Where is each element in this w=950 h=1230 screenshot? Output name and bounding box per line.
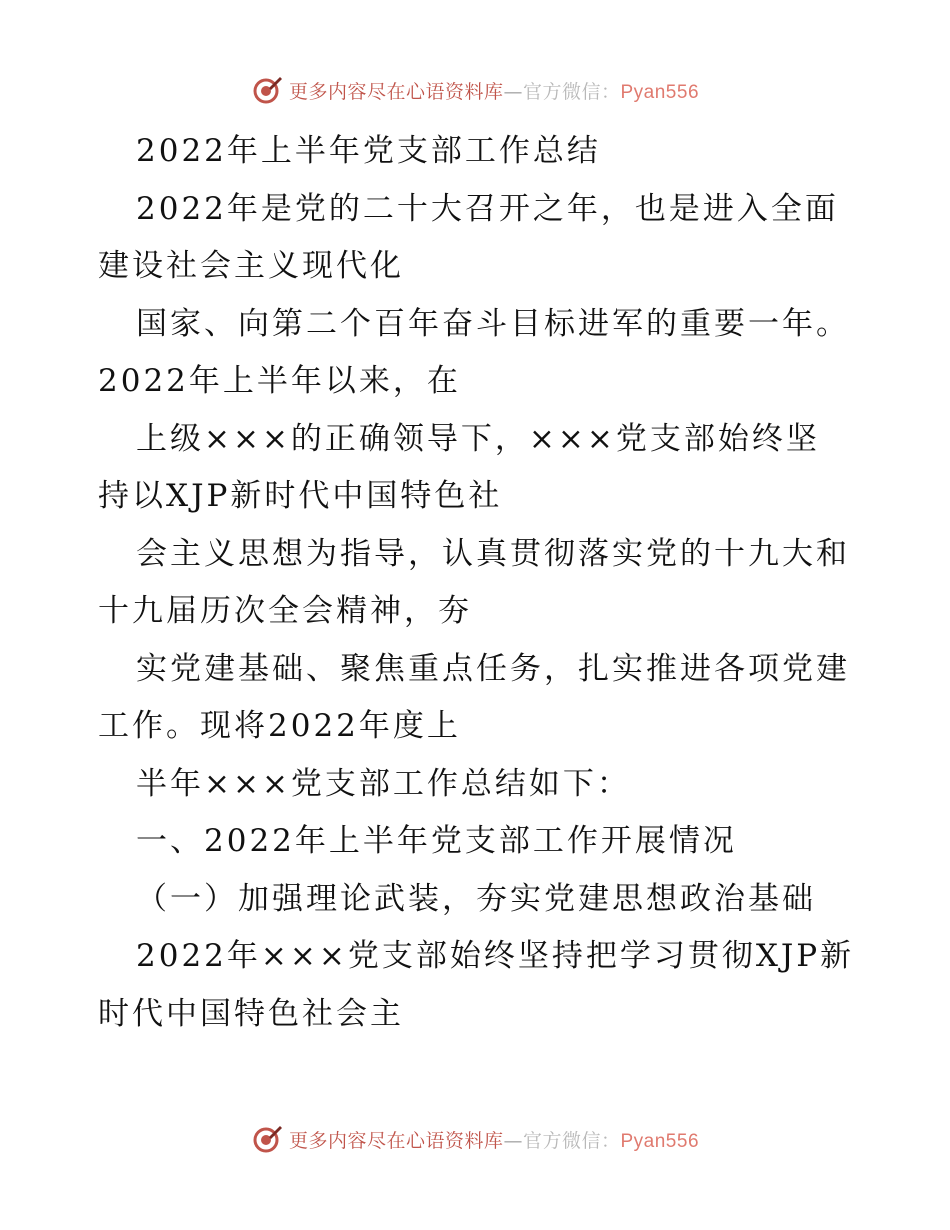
pen-logo-icon (251, 1123, 283, 1155)
footer-watermark (0, 1119, 950, 1159)
watermark-site: 更多内容尽在心语资料库 (288, 80, 504, 103)
paragraph-line: 2022年×××党支部始终坚持把学习贯彻XJP新 (136, 938, 855, 974)
paragraph-line: 实党建基础、聚焦重点任务，扎实推进各项党建 (136, 650, 850, 687)
paragraph-line: （一）加强理论武装，夯实党建思想政治基础 (136, 880, 816, 917)
header-watermark (0, 70, 950, 110)
watermark-separator: — (503, 80, 523, 103)
paragraph-line: 上级×××的正确领导下，×××党支部始终坚 (136, 420, 820, 457)
paragraph-line: 国家、向第二个百年奋斗目标进军的重要一年。 (136, 305, 850, 342)
document-body (98, 123, 858, 1043)
paragraph-line: 工作。现将2022年度上 (98, 708, 461, 744)
paragraph-line: 2022年上半年党支部工作总结 (136, 133, 601, 169)
watermark-label: 官方微信： (522, 1129, 621, 1152)
paragraph-line: 建设社会主义现代化 (98, 248, 404, 284)
pen-logo-icon (251, 74, 283, 106)
paragraph-line: 十九届历次全会精神，夯 (98, 593, 472, 629)
paragraph-line: 一、2022年上半年党支部工作开展情况 (136, 823, 737, 859)
paragraph-line: 会主义思想为指导，认真贯彻落实党的十九大和 (136, 535, 850, 572)
paragraph-line: 2022年是党的二十大召开之年，也是进入全面 (136, 190, 839, 227)
watermark-separator: — (503, 1129, 523, 1152)
watermark-wechat-id: Pyan556 (620, 1130, 700, 1152)
watermark-text (289, 1126, 699, 1153)
paragraph-line: 时代中国特色社会主 (98, 995, 404, 1032)
watermark-site: 更多内容尽在心语资料库 (288, 1129, 504, 1152)
paragraph-line: 半年×××党支部工作总结如下： (136, 765, 631, 802)
watermark-text (289, 77, 699, 104)
watermark-wechat-id: Pyan556 (620, 81, 700, 103)
watermark-label: 官方微信： (522, 80, 621, 103)
paragraph-line: 2022年上半年以来，在 (98, 363, 461, 399)
paragraph-line: 持以XJP新时代中国特色社 (98, 478, 503, 514)
